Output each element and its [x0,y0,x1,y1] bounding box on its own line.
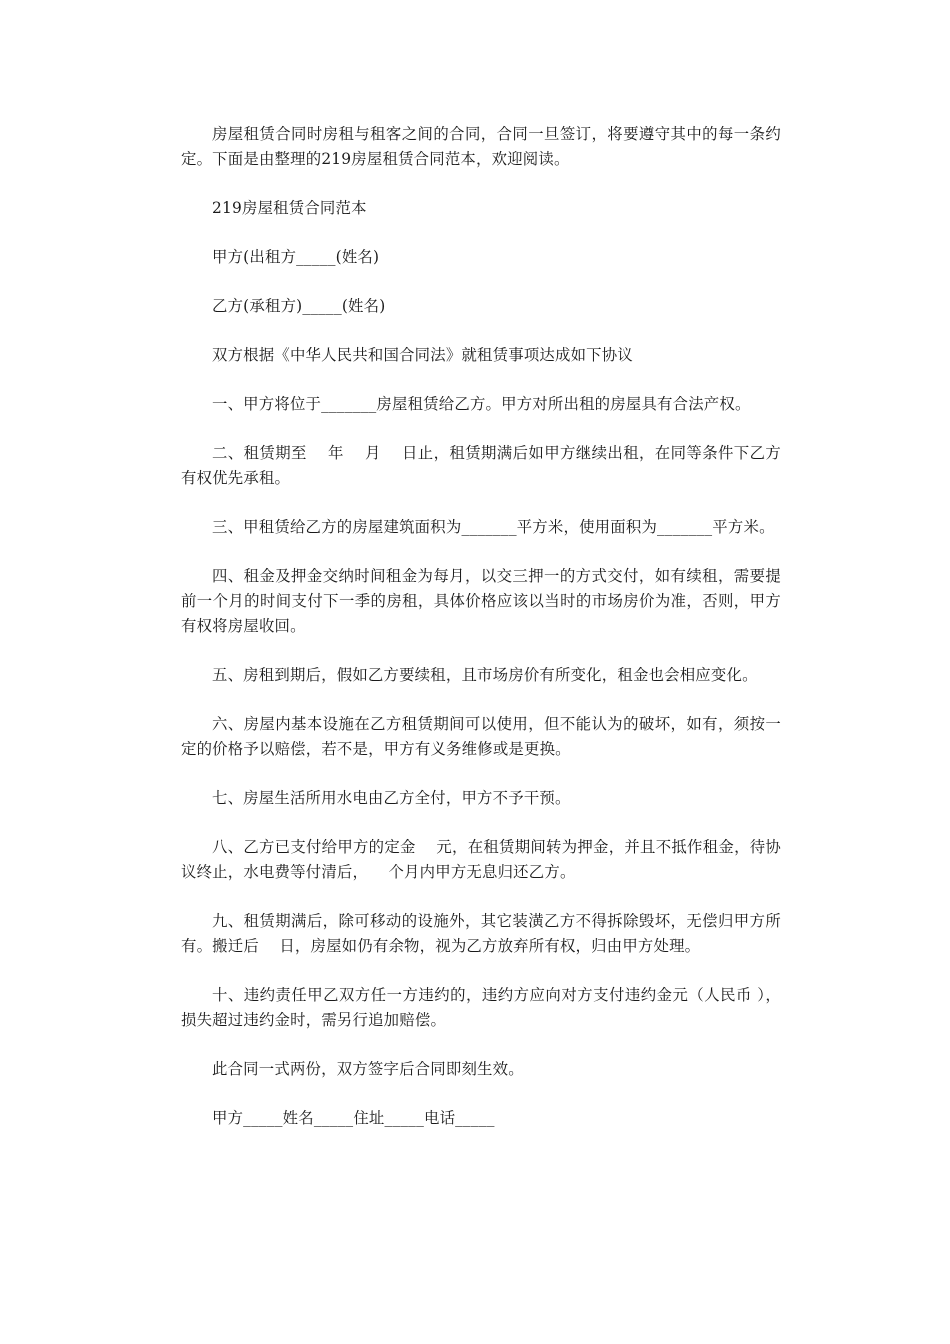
party-b-line: 乙方(承租方)_____(姓名) [212,297,386,315]
effectiveness-statement: 此合同一式两份，双方签字后合同即刻生效。 [212,1060,524,1078]
party-a-line: 甲方(出租方_____(姓名) [212,248,380,266]
clause-3: 三、甲租赁给乙方的房屋建筑面积为_______平方米，使用面积为_______平方米。 [212,518,775,536]
clause-4: 四、租金及押金交纳时间租金为每月，以交三押一的方式交付，如有续租，需要提前一个月的时间支付下一季的房租，具体价格应该以当时的市场房价为准，否则，甲方有权将房屋收回。 [181,567,781,635]
clause-8: 八、乙方已支付给甲方的定金 元，在租赁期间转为押金，并且不抵作租金，待协议终止，水电费等付清后， 个月内甲方无息归还乙方。 [181,838,781,881]
clause-2: 二、租赁期至 年 月 日止，租赁期满后如甲方继续出租，在同等条件下乙方有权优先承租。 [181,444,781,487]
clause-1: 一、甲方将位于_______房屋租赁给乙方。甲方对所出租的房屋具有合法产权。 [212,395,751,413]
contract-title: 219房屋租赁合同范本 [212,199,367,217]
clause-9: 九、租赁期满后，除可移动的设施外，其它装潢乙方不得拆除毁坏，无偿归甲方所有。搬迁后 日，房屋如仍有余物，视为乙方放弃所有权，归由甲方处理。 [181,912,781,955]
document-body [181,122,781,1155]
clause-6: 六、房屋内基本设施在乙方租赁期间可以使用，但不能认为的破坏，如有，须按一定的价格予以赔偿，若不是，甲方有义务维修或是更换。 [181,715,781,758]
signature-line: 甲方_____姓名_____住址_____电话_____ [212,1109,495,1127]
clause-5: 五、房租到期后，假如乙方要续租，且市场房价有所变化，租金也会相应变化。 [212,666,758,684]
clause-7: 七、房屋生活所用水电由乙方全付，甲方不予干预。 [212,789,571,807]
intro-paragraph: 房屋租赁合同时房租与租客之间的合同，合同一旦签订，将要遵守其中的每一条约定。下面是由整理的219房屋租赁合同范本，欢迎阅读。 [181,125,781,168]
agreement-preamble: 双方根据《中华人民共和国合同法》就租赁事项达成如下协议 [212,346,633,364]
clause-10: 十、违约责任甲乙双方任一方违约的，违约方应向对方支付违约金元（人民币 ），损失超过违约金时，需另行追加赔偿。 [181,986,781,1029]
